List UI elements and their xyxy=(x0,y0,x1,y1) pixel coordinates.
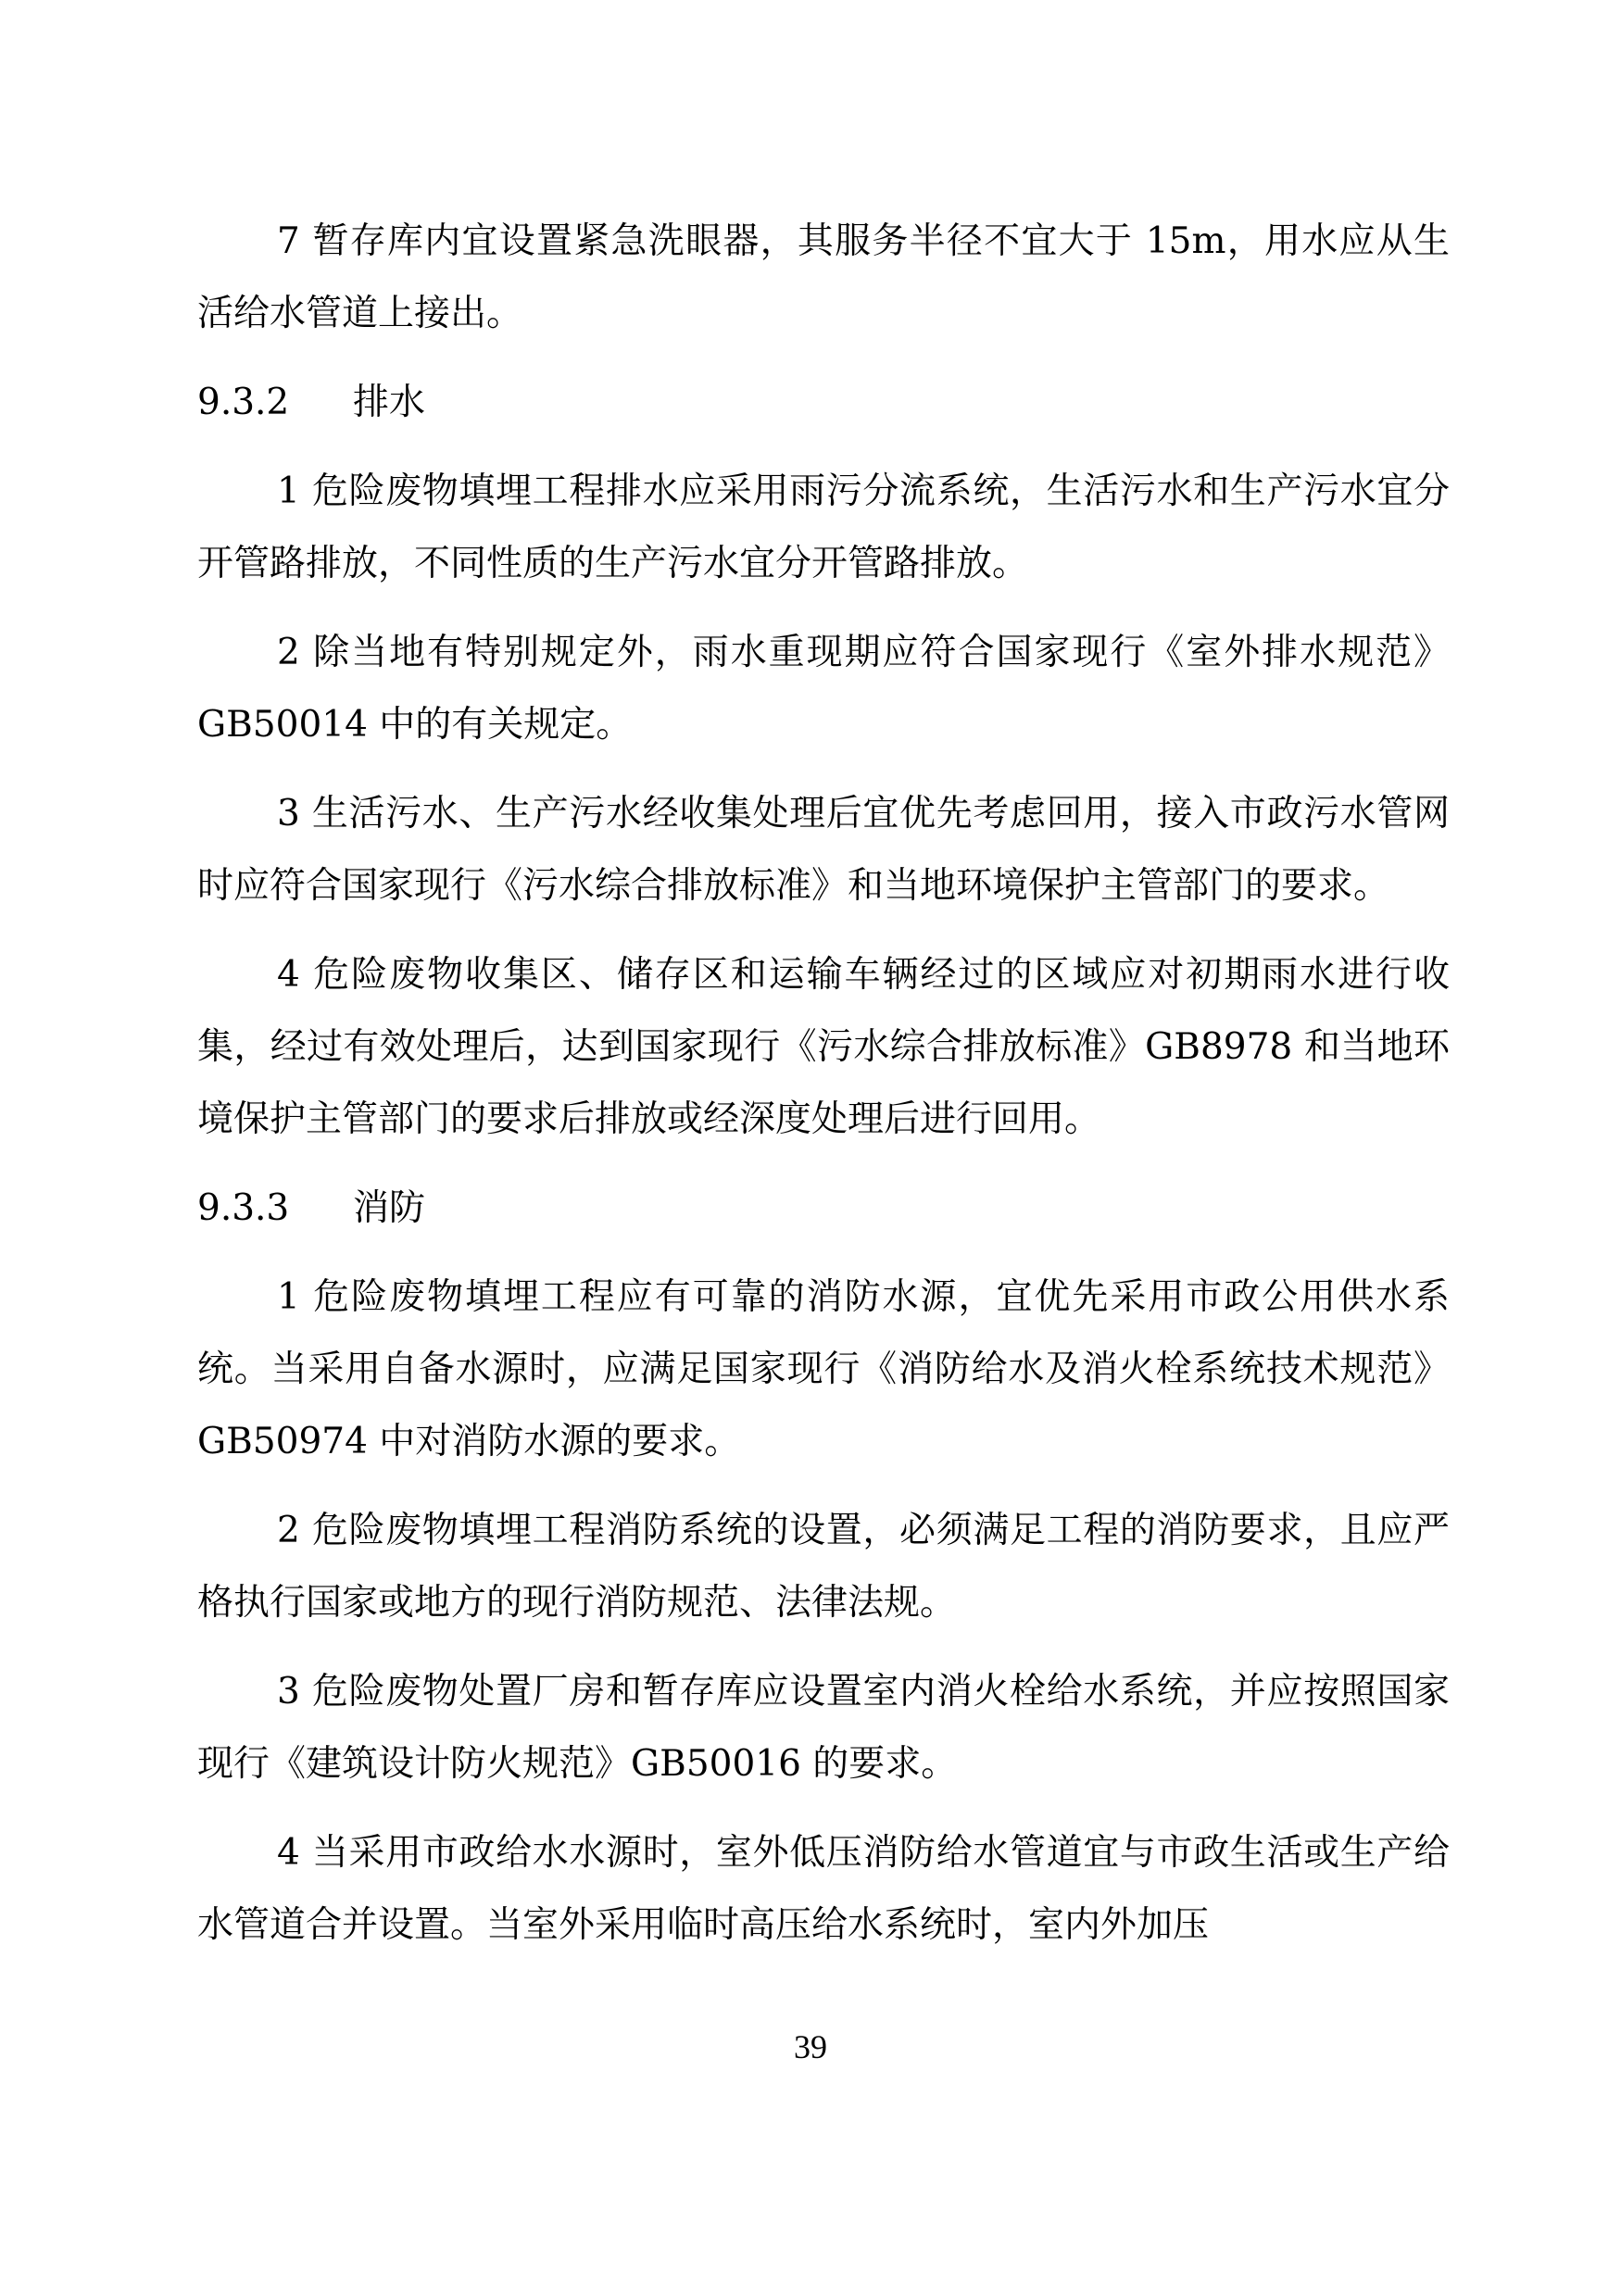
paragraph-drainage-2: 2 除当地有特别规定外，雨水重现期应符合国家现行《室外排水规范》GB50014 中的有关规定。 xyxy=(197,632,1450,746)
section-heading-fire xyxy=(197,1173,1450,1245)
paragraph-drainage-4: 4 危险废物收集区、储存区和运输车辆经过的区域应对初期雨水进行收集，经过有效处理后，达到国家现行《污水综合排放标准》GB8978 和当地环境保护主管部门的要求后排放或经深度处理后进行回用。 xyxy=(197,954,1450,1140)
paragraph-eyewash: 7 暂存库内宜设置紧急洗眼器，其服务半径不宜大于 15m，用水应从生活给水管道上接出。 xyxy=(197,220,1450,334)
section-title: 消防 xyxy=(353,1187,426,1229)
section-heading-drainage xyxy=(197,367,1450,439)
section-title: 排水 xyxy=(353,382,426,423)
page-content xyxy=(197,206,1450,1962)
paragraph-fire-3: 3 危险废物处置厂房和暂存库应设置室内消火栓给水系统，并应按照国家现行《建筑设计防火规范》GB50016 的要求。 xyxy=(197,1671,1450,1785)
section-number: 9.3.3 xyxy=(197,1187,290,1229)
page-number: 39 xyxy=(794,2028,827,2065)
paragraph-fire-1: 1 危险废物填埋工程应有可靠的消防水源，宜优先采用市政公用供水系统。当采用自备水源时，应满足国家现行《消防给水及消火栓系统技术规范》GB50974 中对消防水源的要求。 xyxy=(197,1276,1450,1462)
paragraph-drainage-3: 3 生活污水、生产污水经收集处理后宜优先考虑回用，接入市政污水管网时应符合国家现行《污水综合排放标准》和当地环境保护主管部门的要求。 xyxy=(197,793,1450,907)
section-number: 9.3.2 xyxy=(197,382,290,423)
paragraph-fire-4: 4 当采用市政给水水源时，室外低压消防给水管道宜与市政生活或生产给水管道合并设置。当室外采用临时高压给水系统时，室内外加压 xyxy=(197,1832,1450,1946)
paragraph-fire-2: 2 危险废物填埋工程消防系统的设置，必须满足工程的消防要求，且应严格执行国家或地方的现行消防规范、法律法规。 xyxy=(197,1510,1450,1624)
paragraph-drainage-1: 1 危险废物填埋工程排水应采用雨污分流系统，生活污水和生产污水宜分开管路排放，不同性质的生产污水宜分开管路排放。 xyxy=(197,470,1450,584)
